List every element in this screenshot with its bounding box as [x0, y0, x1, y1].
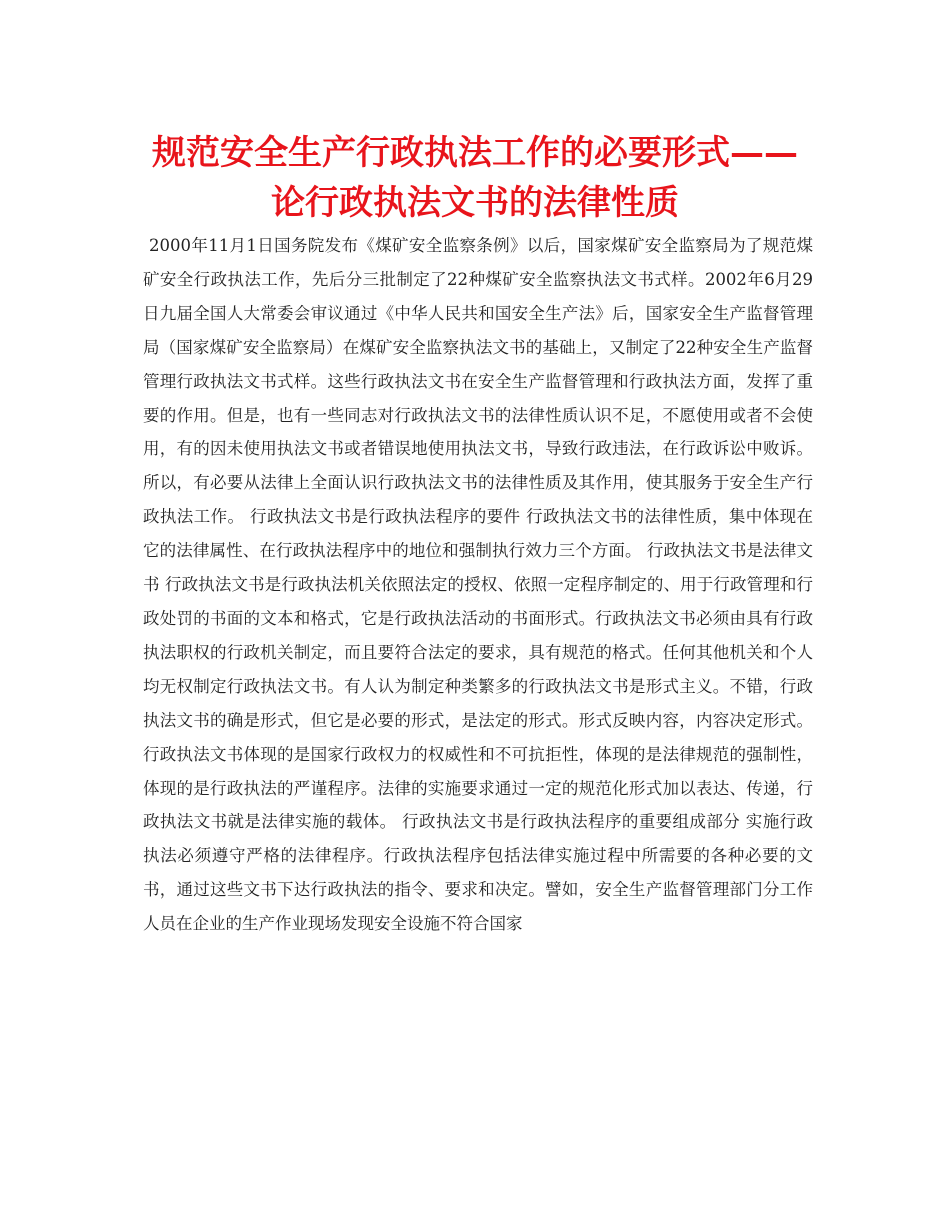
page-title [100, 128, 850, 228]
page-title-line-2: 论行政执法文书的法律性质 [271, 183, 679, 223]
body-paragraph: 2000年11月1日国务院发布《煤矿安全监察条例》以后，国家煤矿安全监察局为了规范煤矿安全行政执法工作，先后分三批制定了22种煤矿安全监察执法文书式样。2002年6月29日九届全国人大常委会审议通过《中华人民共和国安全生产法》后，国家安全生产监督管理局（国家煤矿安全监察局）在煤矿安全监察执法文书的基础上，又制定了22种安全生产监督管理行政执法文书式样。这些行政执法文书在安全生产监督管理和行政执法方面，发挥了重要的作用。但是，也有一些同志对行政执法文书的法律性质认识不足，不愿使用或者不会使用，有的因未使用执法文书或者错误地使用执法文书，导致行政违法，在行政诉讼中败诉。所以，有必要从法律上全面认识行政执法文书的法律性质及其作用，使其服务于安全生产行政执法工作。 行政执法文书是行政执法程序的要件 行政执法文书的法律性质，集中体现在它的法律属性、在行政执法程序中的地位和强制执行效力三个方面。 行政执法文书是法律文书 行政执法文书是行政执法机关依照法定的授权、依照一定程序制定的、用于行政管理和行政处罚的书面的文本和格式，它是行政执法活动的书面形式。行政执法文书必须由具有行政执法职权的行政机关制定，而且要符合法定的要求，具有规范的格式。任何其他机关和个人均无权制定行政执法文书。有人认为制定种类繁多的行政执法文书是形式主义。不错，行政执法文书的确是形式，但它是必要的形式，是法定的形式。形式反映内容，内容决定形式。行政执法文书体现的是国家行政权力的权威性和不可抗拒性，体现的是法律规范的强制性，体现的是行政执法的严谨程序。法律的实施要求通过一定的规范化形式加以表达、传递，行政执法文书就是法律实施的载体。 行政执法文书是行政执法程序的重要组成部分 实施行政执法必须遵守严格的法律程序。行政执法程序包括法律实施过程中所需要的各种必要的文书，通过这些文书下达行政执法的指令、要求和决定。譬如，安全生产监督管理部门分工作人员在企业的生产作业现场发现安全设施不符合国家 [143, 236, 813, 934]
page-title-line-1: 规范安全生产行政执法工作的必要形式—— [152, 133, 798, 173]
